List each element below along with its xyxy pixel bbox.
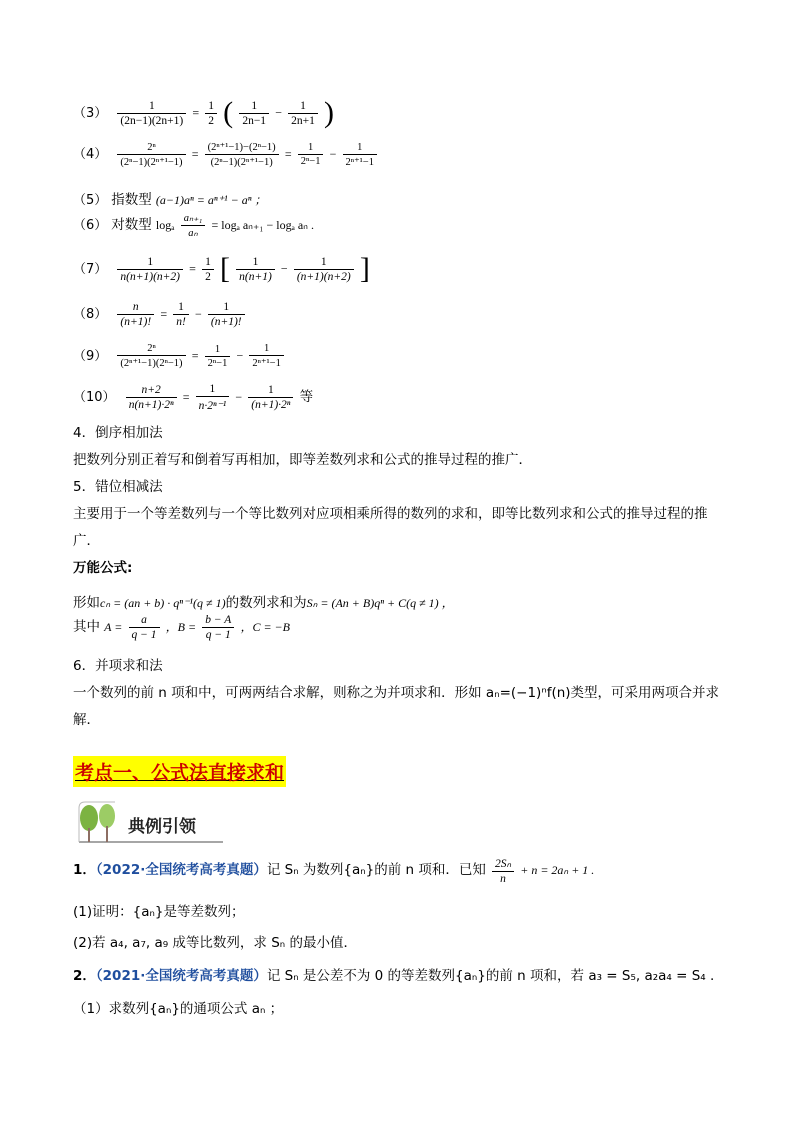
formula-5: （5） 指数型 (a−1)aⁿ = aⁿ⁺¹ − aⁿ ；	[73, 192, 267, 208]
section-5-title: 5．错位相减法	[73, 479, 163, 495]
section-6-body: 一个数列的前 n 项和中，可两两结合求解，则称之为并项求和．形如 aₙ=(−1)ⁿf(n)类型，可采用两项合并求解．	[73, 685, 720, 728]
formula-9: （9） $\frac{\text{2ⁿ}}{\text{(2ⁿ⁺¹−1)(2ⁿ−1)}}$ = $\frac{1}{\text{2ⁿ−1}}$ − $\frac{1}{\text{2ⁿ⁺¹−1}}$	[73, 343, 286, 369]
universal-formula-label: 万能公式:	[73, 560, 133, 576]
universal-formula-line2: 其中 A = $\frac{a}{q - 1}$ ，B = $\frac{b - A}{q - 1}$ ，C = −B	[73, 614, 290, 641]
problem-1-questions: (1)证明：{aₙ}是等差数列； (2)若 a₄, a₇, a₉ 成等比数列，求 Sₙ 的最小值．	[73, 904, 357, 951]
formula-7: （7） $\frac{1}{n(n+1)(n+2)}$ = $\frac{1}{2}$ [ $\frac{1}{n(n+1)}$ − $\frac{1}{(n+1)(n+2)}$ ]	[73, 252, 370, 285]
problem-1: 1．（2022·全国统考高考真题）记 Sₙ 为数列{aₙ}的前 n 项和．已知 $\frac{\text{2Sₙ}}{n}$ + n = 2aₙ + 1 .	[73, 858, 595, 885]
formula-6: （6） 对数型 logₐ $\frac{\text{aₙ₊₁}}{\text{aₙ}}$ = logₐ aₙ₊₁ − logₐ aₙ .	[73, 213, 314, 239]
formula-10: （10） $\frac{n+2}{\text{n(n+1)·2ⁿ}}$ = $\frac{1}{\text{n·2ⁿ⁻¹}}$ − $\frac{1}{\text{(n+1)·2ⁿ}}$ 等	[73, 383, 314, 412]
banner-title: 典例引领	[128, 817, 196, 837]
section-5-body: 主要用于一个等差数列与一个等比数列对应项相乘所得的数列的求和，即等比数列求和公式的推导过程的推广．	[73, 506, 708, 549]
section-6	[73, 653, 723, 734]
kaodian-title: 考点一、公式法直接求和	[73, 756, 286, 787]
problem-source-tag: （2021·全国统考高考真题）	[95, 968, 267, 984]
section-6-title: 6．并项求和法	[73, 658, 163, 674]
formula-3: （3） $\frac{1}{(2n-1)(2n+1)}$ = $\frac{1}{2}$ ( $\frac{1}{2n-1}$ − $\frac{1}{2n+1}$ )	[73, 96, 335, 129]
formula-8: （8） $\frac{n}{(n+1)!}$ = $\frac{1}{n!}$ − $\frac{1}{(n+1)!}$	[73, 301, 247, 328]
section-4-body: 把数列分别正着写和倒着写再相加，即等差数列求和公式的推导过程的推广．	[73, 452, 532, 468]
universal-formula-line1: 形如cₙ = (an + b) · qⁿ⁻¹(q ≠ 1)的数列求和为Sₙ = (An + B)qⁿ + C(q ≠ 1) ，	[73, 595, 454, 611]
formula-number: （3）	[73, 105, 108, 121]
problem-source-tag: （2022·全国统考高考真题）	[95, 862, 267, 878]
formula-4: （4） $\frac{\text{2ⁿ}}{\text{(2ⁿ−1)(2ⁿ⁺¹−1)}}$ = $\frac{\text{(2ⁿ⁺¹−1)−(2ⁿ−1)}}{\text{(2ⁿ−1)(2ⁿ⁺¹−1)}}$ = $\frac{1}{\text{2ⁿ−1}}$ − $\frac{1}{\text{2ⁿ⁺¹−1}}$	[73, 141, 379, 168]
problem-2: 2．（2021·全国统考高考真题）记 Sₙ 是公差不为 0 的等差数列{aₙ}的前 n 项和，若 a₃ = S₅, a₂a₄ = S₄ .	[73, 968, 715, 984]
problem-2-question-1: （1）求数列{aₙ}的通项公式 aₙ ；	[73, 1001, 284, 1017]
section-4-title: 4．倒序相加法	[73, 425, 163, 441]
section-4	[73, 420, 723, 582]
